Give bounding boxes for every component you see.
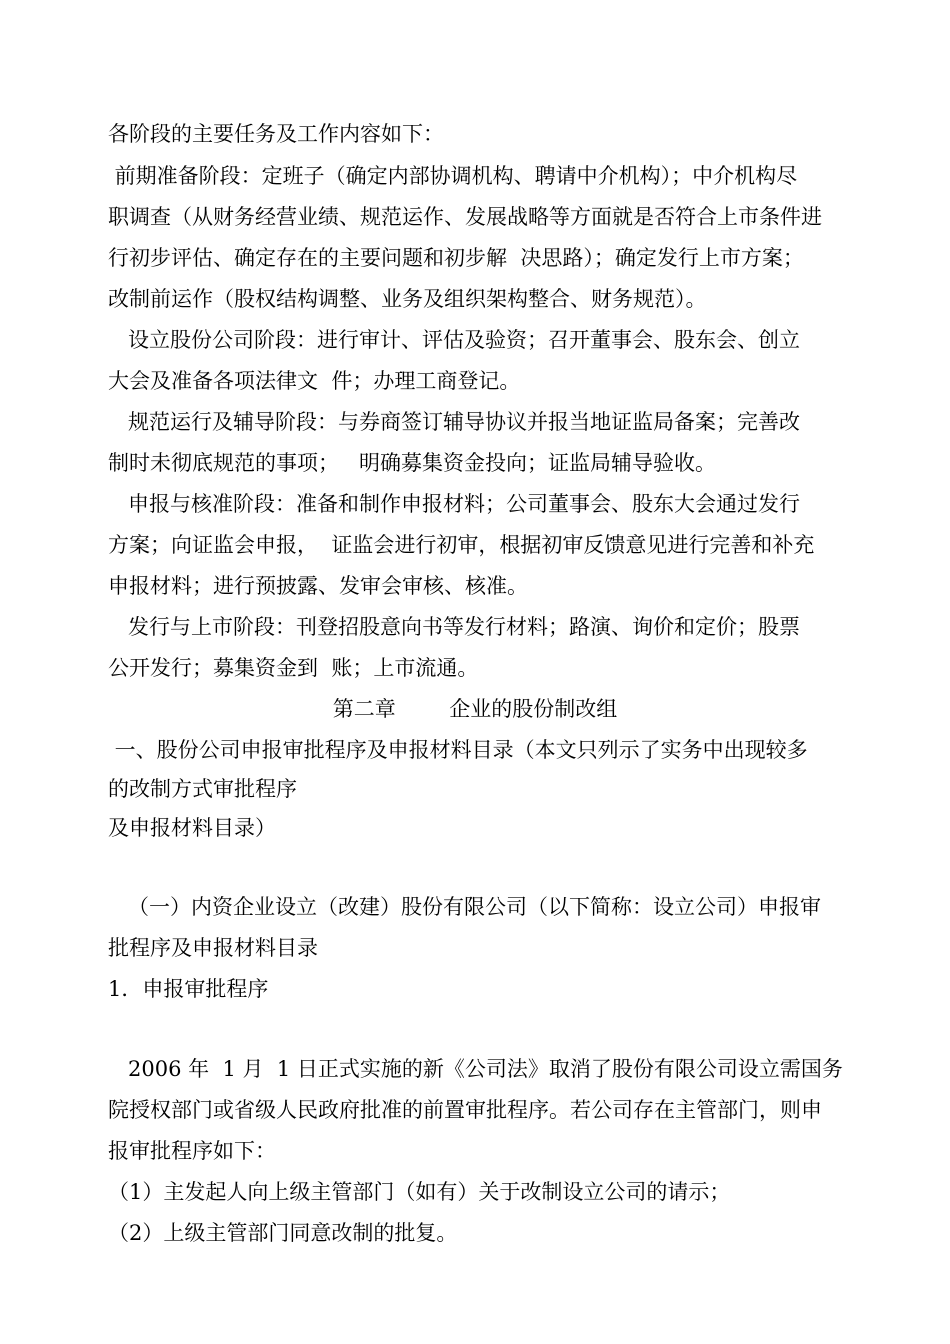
text-line: 申报与核准阶段：准备和制作申报材料；公司董事会、股东大会通过发行 xyxy=(108,492,801,516)
text-line: 方案；向证监会申报， 证监会进行初审，根据初审反馈意见进行完善和补充 xyxy=(108,533,815,557)
text-line: 及申报材料目录） xyxy=(108,816,276,840)
text-line: 的改制方式审批程序 xyxy=(108,777,297,801)
text-line: 2006 年 1 月 1 日正式实施的新《公司法》取消了股份有限公司设立需国务 xyxy=(108,1057,843,1081)
text-line: 发行与上市阶段：刊登招股意向书等发行材料；路演、询价和定价；股票 xyxy=(108,615,801,639)
text-line: 报审批程序如下： xyxy=(108,1139,276,1163)
text-line: 职调查（从财务经营业绩、规范运作、发展战略等方面就是否符合上市条件进 xyxy=(108,205,822,229)
text-line: 改制前运作（股权结构调整、业务及组织架构整合、财务规范）。 xyxy=(108,287,707,311)
text-line: 前期准备阶段：定班子（确定内部协调机构、聘请中介机构）；中介机构尽 xyxy=(108,164,798,188)
text-line: 一、股份公司申报审批程序及申报材料目录（本文只列示了实务中出现较多 xyxy=(108,738,808,762)
text-line: 1．申报审批程序 xyxy=(108,977,269,1001)
text-line: 制时未彻底规范的事项； 明确募集资金投向；证监局辅导验收。 xyxy=(108,451,717,475)
text-line: 设立股份公司阶段：进行审计、评估及验资；召开董事会、股东会、创立 xyxy=(108,328,801,352)
text-line: 院授权部门或省级人民政府批准的前置审批程序。若公司存在主管部门，则申 xyxy=(108,1098,822,1122)
list-item: （1）主发起人向上级主管部门（如有）关于改制设立公司的请示； xyxy=(108,1180,731,1204)
text-line: 批程序及申报材料目录 xyxy=(108,936,318,960)
list-item: （2）上级主管部门同意改制的批复。 xyxy=(108,1221,458,1245)
text-line: 规范运行及辅导阶段：与券商签订辅导协议并报当地证监局备案；完善改 xyxy=(108,410,801,434)
text-line: 行初步评估、确定存在的主要问题和初步解 决思路）；确定发行上市方案； xyxy=(108,246,804,270)
text-line: 各阶段的主要任务及工作内容如下： xyxy=(108,122,444,146)
text-line: 申报材料；进行预披露、发审会审核、核准。 xyxy=(108,574,528,598)
text-line: 公开发行；募集资金到 账；上市流通。 xyxy=(108,656,479,680)
text-line: 大会及准备各项法律文 件；办理工商登记。 xyxy=(108,369,521,393)
chapter-heading: 第二章 企业的股份制改组 xyxy=(332,697,618,721)
text-line: （一）内资企业设立（改建）股份有限公司（以下简称：设立公司）申报审 xyxy=(108,895,822,919)
